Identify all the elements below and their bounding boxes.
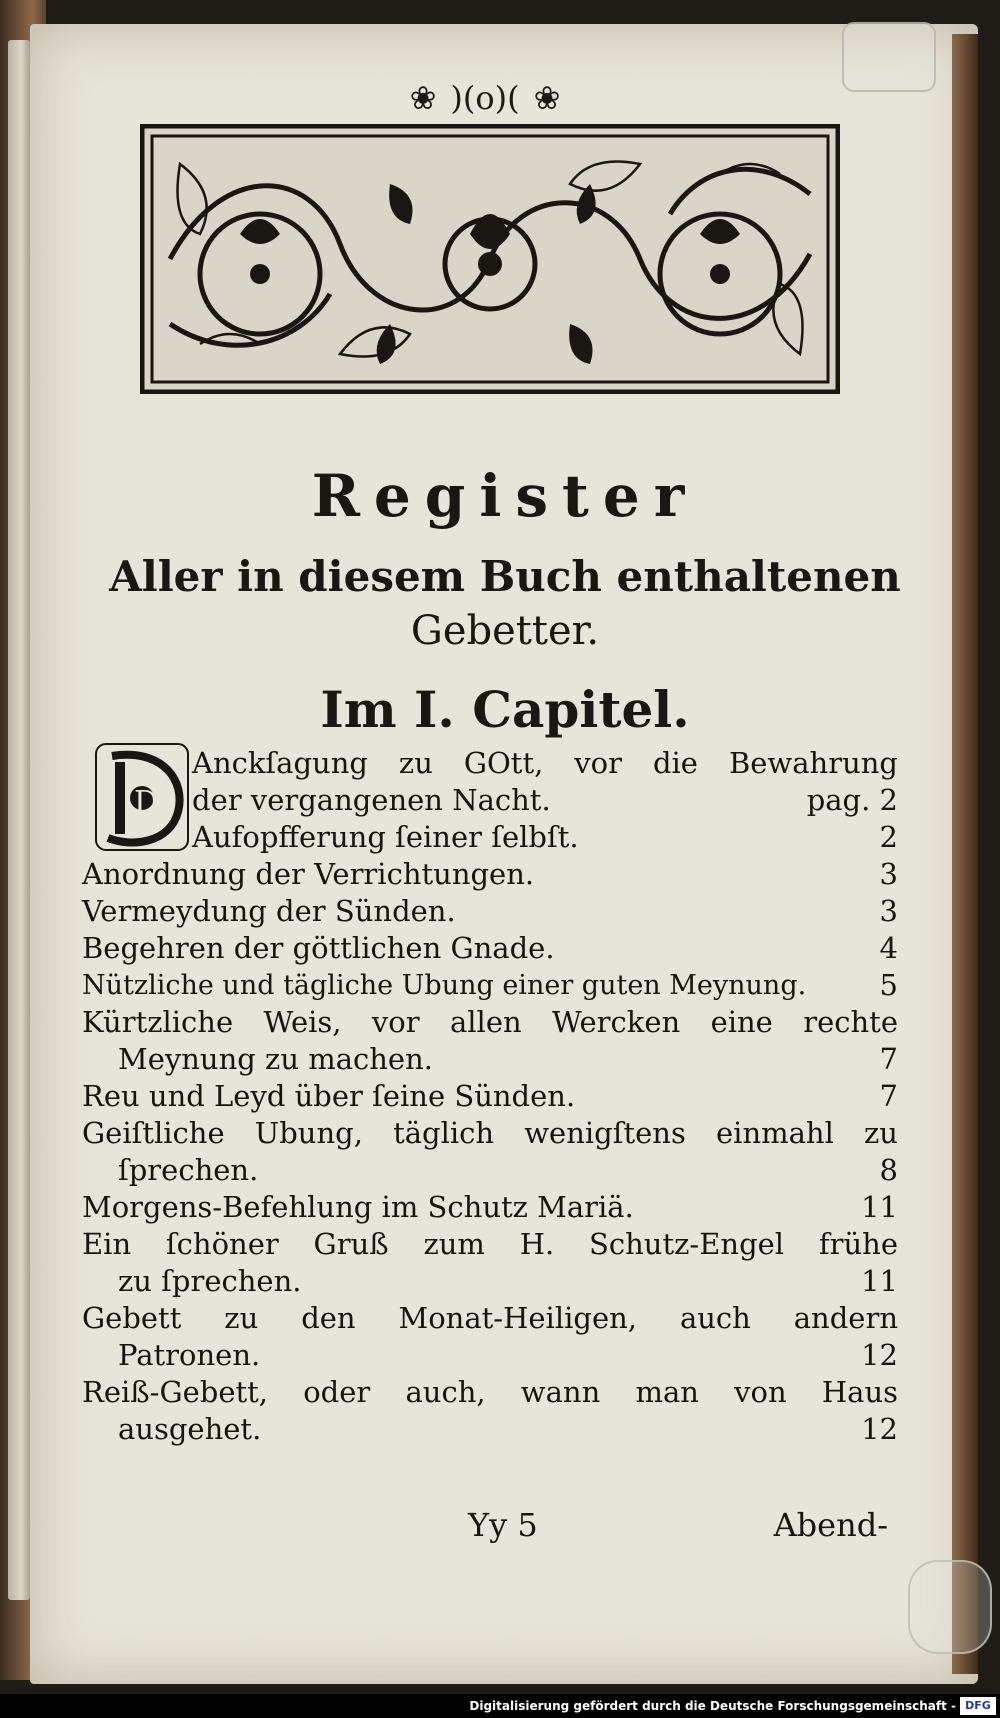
entry-text-continued: der vergangenen Nacht.: [192, 783, 551, 817]
entry-text: Geiſtliche Ubung, täglich wenigſtens einmahl zu: [82, 1116, 898, 1150]
entry-text-continued: Meynung zu machen.: [118, 1042, 433, 1076]
register-entry: [82, 1300, 898, 1374]
entry-text: Begehren der göttlichen Gnade.: [82, 931, 555, 965]
entry-text: Kürtzliche Weis, vor allen Wercken eine rechte: [82, 1005, 898, 1039]
register-subtitle: Aller in diesem Buch enthaltenen: [109, 552, 901, 601]
entry-page-number: 12: [861, 1338, 898, 1372]
entry-page-number: 8: [879, 1153, 898, 1187]
entry-page-number: 3: [879, 894, 898, 928]
entry-page-number: 11: [861, 1264, 898, 1298]
register-subtitle-2: Gebetter.: [410, 608, 600, 654]
entry-text-continued: zu ſprechen.: [118, 1264, 302, 1298]
entry-text: Nützliche und tägliche Ubung einer guten Meynung.: [82, 970, 807, 1001]
chapter-heading: Im I. Capitel.: [320, 680, 690, 739]
catchword: Abend-: [773, 1506, 888, 1544]
cover-edge: [952, 34, 978, 1674]
entry-page-number: 7: [879, 1042, 898, 1076]
entry-text: Ein ſchöner Gruß zum H. Schutz-Engel frühe: [82, 1227, 898, 1261]
register-entry: [82, 1078, 898, 1115]
entry-page-number: 4: [879, 931, 898, 965]
register-entry-list: [82, 745, 898, 1448]
page-footer: [82, 1506, 898, 1550]
entry-text: Vermeydung der Sünden.: [82, 894, 456, 928]
register-entry: [82, 745, 898, 819]
scan-clip-top: [842, 22, 936, 92]
entry-page-number: 3: [879, 857, 898, 891]
register-entry: [82, 893, 898, 930]
entry-text: Anckſagung zu GOtt, vor die Bewahrung: [192, 746, 898, 780]
running-head-center: )(o)(: [450, 79, 520, 117]
page-stack-edge: [8, 40, 30, 1600]
entry-text: Gebett zu den Monat-Heiligen, auch andern: [82, 1301, 898, 1335]
running-head-ornament-right: ❀: [533, 79, 561, 117]
register-entry: [82, 930, 898, 967]
woodcut-ornament-headpiece: [140, 124, 840, 394]
running-head: [340, 76, 630, 120]
entry-page-number: 5: [879, 968, 898, 1002]
entry-text: Reiß-Gebett, oder auch, wann man von Haus: [82, 1375, 898, 1409]
digitization-credit-bar: Digitalisierung gefördert durch die Deutsche Forschungsgemeinschaft -: [0, 1694, 1000, 1718]
entry-text: Reu und Leyd über ſeine Sünden.: [82, 1079, 576, 1113]
register-entry: [82, 1115, 898, 1189]
entry-page-number: pag. 2: [806, 783, 898, 817]
entry-text-continued: ſprechen.: [118, 1153, 259, 1187]
running-head-ornament-left: ❀: [409, 79, 437, 117]
register-entry: [82, 856, 898, 893]
entry-text: Morgens-Befehlung im Schutz Mariä.: [82, 1190, 634, 1224]
entry-text-continued: Patronen.: [118, 1338, 261, 1372]
register-title: Register: [311, 462, 699, 530]
signature-mark: Yy 5: [468, 1506, 538, 1544]
entry-text: Anordnung der Verrichtungen.: [82, 857, 535, 891]
register-entry: [82, 1004, 898, 1078]
dfg-logo: DFG: [960, 1697, 996, 1715]
register-entry: [82, 1226, 898, 1300]
register-entry: [82, 1189, 898, 1226]
register-entry: [82, 1374, 898, 1448]
entry-page-number: 12: [861, 1412, 898, 1446]
dropcap-letter: D: [134, 785, 159, 820]
register-entry: [82, 819, 898, 856]
scan-clip-bottom: [908, 1560, 992, 1654]
register-entry: [82, 967, 898, 1004]
entry-page-number: 2: [879, 820, 898, 854]
entry-text-continued: ausgehet.: [118, 1412, 262, 1446]
entry-text: Aufopfferung ſeiner ſelbſt.: [192, 820, 579, 854]
entry-page-number: 11: [861, 1190, 898, 1224]
entry-page-number: 7: [879, 1079, 898, 1113]
